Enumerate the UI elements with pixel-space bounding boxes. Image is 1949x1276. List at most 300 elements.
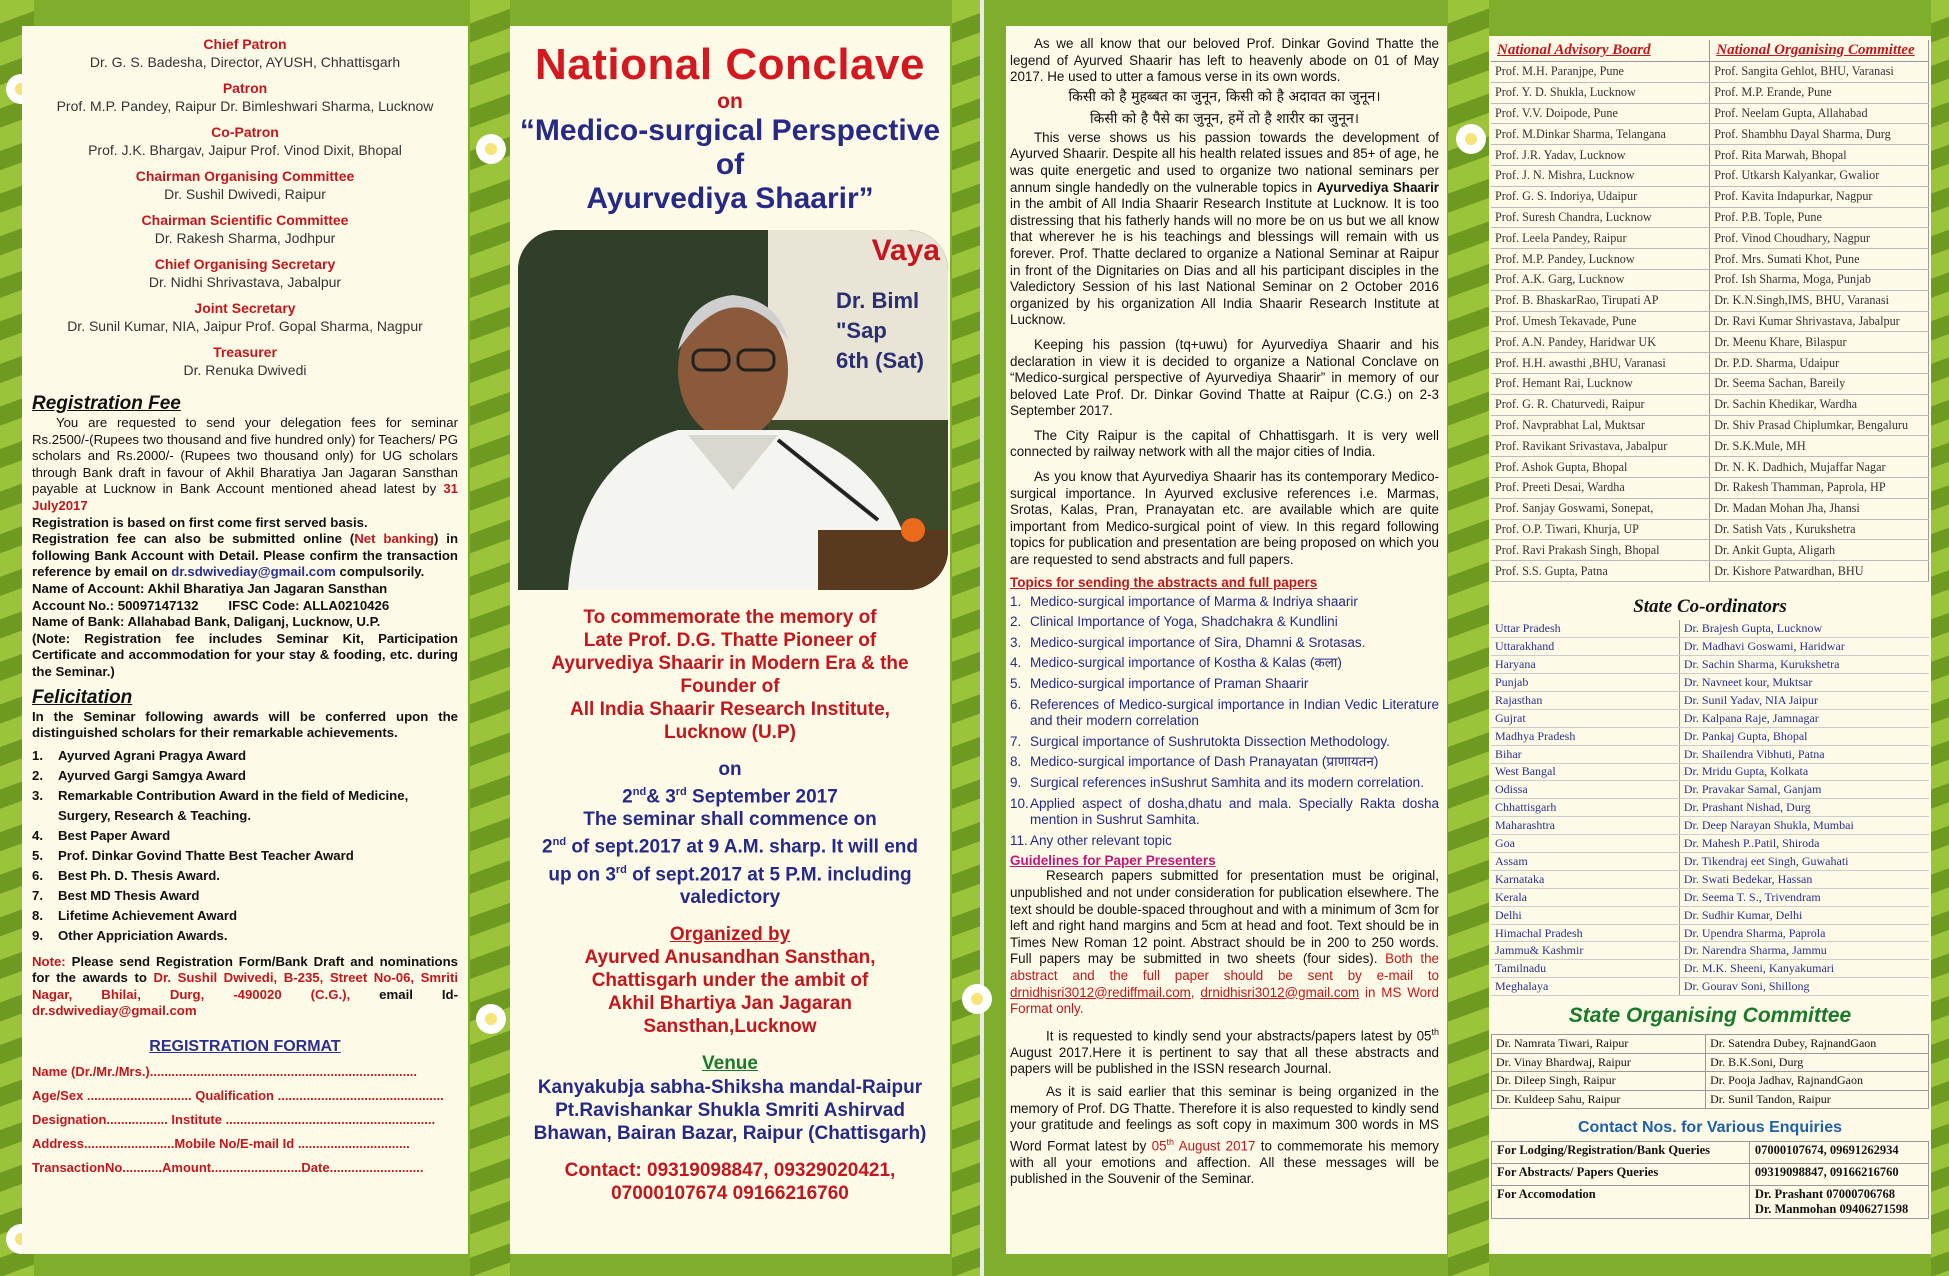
table-cell: Prof. B. BhaskarRao, Tirupati AP (1491, 290, 1710, 311)
organized-heading: Organized by (669, 923, 791, 945)
board-row (1491, 540, 1929, 561)
organizer-line: Ayurved Anusandhan Sansthan, (584, 946, 876, 968)
coordinator-row (1491, 924, 1929, 942)
table-cell: Dr. Sunil Tandon, Raipur (1706, 1090, 1929, 1109)
board-row (1491, 498, 1929, 519)
table-cell: Prof. Ravi Prakash Singh, Bhopal (1491, 540, 1710, 561)
topic-item (1010, 734, 1439, 751)
topic-number: 8. (1010, 754, 1022, 770)
topic-number: 7. (1010, 733, 1022, 749)
table-cell: Dr. Meenu Khare, Bilaspur (1710, 332, 1929, 353)
table-cell: Prof. Y. D. Shukla, Lucknow (1491, 82, 1710, 103)
state-organising-heading: State Organising Committee (1568, 1004, 1852, 1028)
board-row (1491, 436, 1929, 457)
patron-role: Chairman Scientific Committee (141, 212, 349, 228)
state-coordinators-heading: State Co-ordinators (1633, 595, 1787, 617)
award-item (32, 746, 458, 766)
banner-text: Dr. Biml "Sap 6th (Sat) (836, 288, 924, 373)
commemoration-line: All India Shaarir Research Institute, (570, 699, 890, 720)
table-cell: Dr. Navneet kour, Muktsar (1679, 674, 1929, 692)
topic-number: 10. (1010, 795, 1029, 811)
topic-item (1010, 655, 1439, 672)
coordinator-row (1491, 638, 1929, 656)
table-cell: Dr. Seema T. S., Trivendram (1679, 888, 1929, 906)
table-cell: Dr. Ankit Gupta, Aligarh (1710, 540, 1929, 561)
table-cell: Prof. J.R. Yadav, Lucknow (1491, 145, 1710, 166)
board-row (1491, 103, 1929, 124)
topic-text: Medico-surgical importance of Dash Pranayatan (प्राणायतन) (1030, 754, 1379, 770)
table-cell: 09319098847, 09166216760 (1749, 1164, 1928, 1186)
topic-number: 4. (1010, 655, 1022, 671)
table-cell: Dr. Mahesh P..Patil, Shiroda (1679, 835, 1929, 853)
table-cell: Uttarakhand (1491, 638, 1679, 656)
organizer-line: Sansthan,Lucknow (643, 1015, 817, 1037)
table-cell: Dr. Pravakar Samal, Ganjam (1679, 781, 1929, 799)
venue-line: Kanyakubja sabha-Shiksha mandal-Raipur (537, 1076, 923, 1098)
table-cell: Prof. Navprabhat Lal, Muktsar (1491, 415, 1710, 436)
table-cell: Odissa (1491, 781, 1679, 799)
email-link-rediff[interactable]: drnidhisri3012@rediffmail.com, (1010, 984, 1195, 1000)
account-name: Name of Account: Akhil Bharatiya Jan Jagaran Sansthan (32, 580, 388, 596)
topic-text: References of Medico-surgical importance in Indian Vedic Literature and their modern correlation (1030, 696, 1439, 729)
contact-line-2: 07000107674 09166216760 (611, 1182, 849, 1204)
coordinator-row (1491, 853, 1929, 871)
organising-row (1492, 1035, 1929, 1054)
coordinator-row (1491, 745, 1929, 763)
topic-text: Any other relevant topic (1030, 832, 1172, 848)
table-cell: Prof. G. R. Chaturvedi, Raipur (1491, 394, 1710, 415)
table-cell: Kerala (1491, 888, 1679, 906)
article-paragraph-3: Keeping his passion (tq+uwu) for Ayurvediya Shaarir and his declaration in view it is decided to organize a National Conclave on “Medico-surgical perspective of Ayurvediya Shaarir” in memory of our beloved Late Prof. Dr. Dinkar Govind Thatte at Raipur (C.G.) on 2-3 September 2017. (1010, 336, 1439, 419)
table-cell: Punjab (1491, 674, 1679, 692)
table-cell: Dr. Dileep Singh, Raipur (1492, 1072, 1706, 1091)
contact-row (1492, 1186, 1929, 1219)
table-cell: Meghalaya (1491, 978, 1679, 996)
article-paragraph-1: As we all know that our beloved Prof. Dinkar Govind Thatte the legend of Ayurved Shaarir has left to heavenly abode on 01 of May 2017. He used to utter a famous verse in its own words. (1010, 36, 1439, 85)
table-cell: Prof. Ish Sharma, Moga, Punjab (1710, 269, 1929, 290)
topic-text: Medico-surgical importance of Praman Shaarir (1030, 676, 1309, 691)
award-item (32, 846, 458, 866)
awards-list (32, 746, 458, 946)
article-paragraph-2: This verse shows us his passion towards the development of Ayurved Shaarir. Despite all his health related issues and 85+ of age, he was quite energetic and used to organize two national seminars per annum single handedly on the vulnerable topics in Ayurvediya Shaarir in the ambit of All India Shaarir Research Institute at Lucknow. It is too distressing that his fatherly hands will no more be on us but we all know that wherever he is his teachings and blessings will remain with us forever. Prof. Thatte declared to organize a National Seminar at Raipur in front of the Dignitaries on Dias and all his participant disciples in the Valedictory Session of his last National Seminar on 2 October 2016 organized by his organization All India Shaarir Research Institute at Lucknow. (1010, 129, 1439, 328)
patron-names: Dr. G. S. Badesha, Director, AYUSH, Chhattisgarh (89, 54, 401, 70)
registration-text: You are requested to send your delegation fees for seminar Rs.2500/-(Rupees two thousand and five hundred only) for Teachers/ PG scholars and Rs.2000/- (Rupees two thousand only) for UG scholars through Bank draft in favour of Akhil Bharatiya Jan Jagaran Sansthan payable at Lucknow in Bank Account mentioned ahead latest by 31 July2017 (32, 415, 458, 513)
table-cell: Dr. P.D. Sharma, Udaipur (1710, 353, 1929, 374)
flower-decoration (1452, 120, 1490, 158)
commemoration-line: To commemorate the memory of (583, 607, 877, 628)
commemoration-line: Lucknow (U.P) (664, 722, 796, 743)
topic-text: Medico-surgical importance of Marma & Indriya shaarir (1030, 593, 1358, 609)
table-cell: Dr. Pankaj Gupta, Bhopal (1679, 727, 1929, 745)
topic-item (1010, 796, 1439, 829)
table-cell: Prof. Rita Marwah, Bhopal (1710, 145, 1929, 166)
event-dates: 2nd& 3rd September 2017 (622, 786, 838, 808)
background-pattern (1448, 0, 1489, 1276)
award-title: Best MD Thesis Award (58, 887, 200, 903)
award-title: Other Appriciation Awards. (58, 927, 228, 943)
table-cell: 07000107674, 09691262934 (1749, 1142, 1928, 1164)
award-item (32, 906, 458, 926)
table-cell: Dr. Shiv Prasad Chiplumkar, Bengaluru (1710, 415, 1929, 436)
patron-role: Chairman Organising Committee (135, 168, 355, 184)
table-cell: Prof. A.N. Pandey, Haridwar UK (1491, 332, 1710, 353)
table-cell: Assam (1491, 853, 1679, 871)
banner-text-title: Vaya (871, 234, 940, 267)
award-item (32, 826, 458, 846)
table-cell: Dr. Narendra Sharma, Jammu (1679, 942, 1929, 960)
table-cell: Dr. Sunil Yadav, NIA Jaipur (1679, 691, 1929, 709)
table-cell: Dr. Kishore Patwardhan, BHU (1710, 561, 1929, 582)
contact-row (1492, 1142, 1929, 1164)
table-cell: Delhi (1491, 906, 1679, 924)
state-organising-table (1491, 1034, 1929, 1109)
table-cell: Dr. Sudhir Kumar, Delhi (1679, 906, 1929, 924)
table-cell: Dr. Namrata Tiwari, Raipur (1492, 1035, 1706, 1054)
table-cell: Dr. Madhavi Goswami, Haridwar (1679, 638, 1929, 656)
table-cell: Dr. S.K.Mule, MH (1710, 436, 1929, 457)
board-row (1491, 82, 1929, 103)
venue-line: Pt.Ravishankar Shukla Smriti Ashirvad (555, 1099, 905, 1121)
board-row (1491, 207, 1929, 228)
table-cell: Dr. Mridu Gupta, Kolkata (1679, 763, 1929, 781)
table-cell: Maharashtra (1491, 817, 1679, 835)
table-cell: Rajasthan (1491, 691, 1679, 709)
bank-name: Name of Bank: Allahabad Bank, Daliganj, Lucknow, U.P. (32, 614, 381, 630)
event-subtitle-line1: “Medico-surgical Perspective (519, 114, 941, 147)
coordinator-row (1491, 799, 1929, 817)
background-pattern (1931, 0, 1949, 1276)
table-cell: Prof. M.H. Paranjpe, Pune (1491, 62, 1710, 83)
board-row (1491, 332, 1929, 353)
patron-role: Patron (222, 80, 268, 96)
registration-format-heading: REGISTRATION FORMAT (149, 1038, 341, 1056)
commemoration-text (518, 606, 942, 744)
coordinator-row (1491, 727, 1929, 745)
contact-value: Dr. Prashant 07000706768 Dr. Manmohan 09406271598 (1749, 1186, 1928, 1219)
background-pattern (952, 0, 982, 1276)
table-cell: Dr. Pooja Jadhav, RajnandGaon (1706, 1072, 1929, 1091)
board-row (1491, 269, 1929, 290)
topic-number: 9. (1010, 774, 1022, 790)
guidelines-paragraph-3: As it is said earlier that this seminar is being organized in the memory of Prof. DG Thatte. Therefore it is also requested to kindly send your gratitude and feelings as soft copy in maximum 300 words in MS Word Format latest by 05th August 2017 to commemorate his memory with all your emotions and affection. All these messages will be published in the Souvenir of the Seminar. (1010, 1083, 1439, 1187)
table-cell: Dr. Rakesh Thamman, Paprola, HP (1710, 477, 1929, 498)
form-line[interactable]: TransactionNo...........Amount.........................Date.......................... (32, 1160, 424, 1176)
table-cell: Prof. O.P. Tiwari, Khurja, UP (1491, 519, 1710, 540)
award-item (32, 766, 458, 786)
board-row (1491, 165, 1929, 186)
board-row (1491, 186, 1929, 207)
award-number: 6. (32, 867, 43, 883)
patron-names: Dr. Nidhi Shrivastava, Jabalpur (148, 274, 342, 290)
email-link-gmail[interactable]: drnidhisri3012@gmail.com (1200, 984, 1360, 1000)
topics-heading: Topics for sending the abstracts and full papers (1010, 574, 1318, 590)
table-cell: Dr. Brajesh Gupta, Lucknow (1679, 620, 1929, 638)
memorial-photo (518, 230, 948, 590)
award-title: Best Paper Award (58, 827, 171, 843)
board-row (1491, 249, 1929, 270)
award-number: 3. (32, 787, 43, 803)
form-line[interactable]: Name (Dr./Mr./Mrs.).......................................................................... (32, 1064, 418, 1080)
background-pattern (470, 0, 510, 1276)
flower-decoration (472, 1000, 510, 1038)
table-cell: Haryana (1491, 656, 1679, 674)
hindi-verse-2: किसी को है पैसे का जुनून, हमें तो है शारीर का जुनून। (1089, 110, 1360, 127)
table-cell: Prof. Leela Pandey, Raipur (1491, 228, 1710, 249)
organizer-line: Akhil Bhartiya Jan Jagaran (608, 992, 852, 1014)
photo-illustration (518, 230, 948, 590)
commence-text-4: valedictory (679, 886, 781, 908)
registration-email-link[interactable]: dr.sdwivediay@gmail.com (171, 564, 336, 580)
venue-text (518, 1076, 942, 1145)
table-cell: Prof. G. S. Indoriya, Udaipur (1491, 186, 1710, 207)
topic-item (1010, 635, 1439, 652)
coordinator-row (1491, 656, 1929, 674)
coordinator-row (1491, 835, 1929, 853)
table-cell: Himachal Pradesh (1491, 924, 1679, 942)
guidelines-paragraph-1: Research papers submitted for presentation must be original, unpublished and not under consideration for publication elsewhere. The text should be double-spaced throughout and with a minimum of 3cm for left and right hand margins and 5cm at head and foot. Text should be in Times New Roman 12 point. Abstract should be in 200 to 250 words. Full papers may be submitted in two sheets (four sides). Both the abstract and the full paper should be sent by e-mail to drnidhisri3012@rediffmail.com, drnidhisri3012@gmail.com in MS Word Format only. (1010, 868, 1439, 1017)
award-title: Ayurved Gargi Samgya Award (58, 767, 246, 783)
table-cell: Prof. Suresh Chandra, Lucknow (1491, 207, 1710, 228)
patron-names: Dr. Renuka Dwivedi (183, 362, 307, 378)
commemoration-line: Ayurvediya Shaarir in Modern Era & the (551, 653, 909, 674)
hindi-verse-1: किसी को है मुहब्बत का जुनून, किसी को है अदावत का जुनून। (1068, 88, 1381, 105)
topic-item (1010, 775, 1439, 792)
topic-item (1010, 697, 1439, 730)
organizer-line: Chattisgarh under the ambit of (591, 969, 869, 991)
award-number: 1. (32, 747, 43, 763)
patron-names: Dr. Sushil Dwivedi, Raipur (164, 186, 326, 202)
advisory-board-heading: National Advisory Board (1491, 40, 1710, 62)
table-cell: Prof. Hemant Rai, Lucknow (1491, 373, 1710, 394)
board-row (1491, 519, 1929, 540)
table-cell: Prof. H.H. awasthi ,BHU, Varanasi (1491, 353, 1710, 374)
award-item (32, 886, 458, 906)
award-number: 2. (32, 767, 43, 783)
table-cell: Dr. K.N.Singh,IMS, BHU, Varanasi (1710, 290, 1929, 311)
table-cell: Dr. Ravi Kumar Shrivastava, Jabalpur (1710, 311, 1929, 332)
topic-text: Applied aspect of dosha,dhatu and mala. Specially Rakta dosha mention in Sushrut Samhita. (1030, 795, 1439, 828)
topics-list (1010, 594, 1439, 850)
board-row (1491, 477, 1929, 498)
commence-text-3: up on 3rd of sept.2017 at 5 P.M. including (548, 863, 912, 885)
coordinator-row (1491, 674, 1929, 692)
table-cell: Dr. B.K.Soni, Durg (1706, 1053, 1929, 1072)
table-cell: Uttar Pradesh (1491, 620, 1679, 638)
coordinator-row (1491, 781, 1929, 799)
board-row (1491, 353, 1929, 374)
table-cell: Dr. Upendra Sharma, Paprola (1679, 924, 1929, 942)
venue-heading: Venue (702, 1052, 758, 1074)
table-cell: Dr. Satendra Dubey, RajnandGaon (1706, 1035, 1929, 1054)
online-payment-text: Registration fee can also be submitted online (Net banking) in following Bank Account with Detail. Please confirm the transaction reference by email on dr.sdwivediay@gmail.com compulsorily. (32, 531, 459, 580)
awards-email-link[interactable]: dr.sdwivediay@gmail.com (32, 1003, 197, 1019)
topic-number: 5. (1010, 676, 1022, 691)
topic-item (1010, 676, 1439, 693)
topic-number: 6. (1010, 696, 1022, 712)
table-cell: Prof. Utkarsh Kalyankar, Gwalior (1710, 165, 1929, 186)
table-cell: Dr. Gourav Soni, Shillong (1679, 978, 1929, 996)
table-cell: Dr. Swati Bedekar, Hassan (1679, 870, 1929, 888)
table-cell: Gujrat (1491, 709, 1679, 727)
table-cell: Prof. Preeti Desai, Wardha (1491, 477, 1710, 498)
organizer-text (518, 946, 942, 1038)
venue-line: Bhawan, Bairan Bazar, Raipur (Chattisgarh) (533, 1122, 927, 1144)
table-cell: Prof. S.S. Gupta, Patna (1491, 561, 1710, 582)
table-cell: Dr. Sachin Sharma, Kurukshetra (1679, 656, 1929, 674)
patron-role: Co-Patron (211, 124, 279, 140)
topic-number: 1. (1010, 593, 1022, 609)
award-title: Prof. Dinkar Govind Thatte Best Teacher Award (58, 847, 354, 863)
table-cell: West Bangal (1491, 763, 1679, 781)
table-cell: For Abstracts/ Papers Queries (1492, 1164, 1750, 1186)
registration-basis: Registration is based on first come first served basis. (32, 514, 368, 530)
board-row (1491, 415, 1929, 436)
table-cell: Prof. M.P. Pandey, Lucknow (1491, 249, 1710, 270)
center-panel (510, 26, 950, 1254)
coordinator-row (1491, 817, 1929, 835)
table-cell: For Lodging/Registration/Bank Queries (1492, 1142, 1750, 1164)
felicitation-heading: Felicitation (32, 686, 133, 708)
coordinator-row (1491, 906, 1929, 924)
table-cell: Tamilnadu (1491, 960, 1679, 978)
table-cell: Dr. Satish Vats , Kurukshetra (1710, 519, 1929, 540)
board-row (1491, 457, 1929, 478)
topic-item (1010, 833, 1439, 850)
table-cell: Prof. V.V. Doipode, Pune (1491, 103, 1710, 124)
topic-text: Medico-surgical importance of Kostha & Kalas (कला) (1030, 655, 1342, 671)
patron-role: Chief Organising Secretary (154, 256, 336, 272)
award-number: 4. (32, 827, 43, 843)
organising-row (1492, 1090, 1929, 1109)
topic-text: Surgical references inSushrut Samhita and its modern correlation. (1030, 774, 1424, 790)
table-cell: Prof. P.B. Tople, Pune (1710, 207, 1929, 228)
table-cell: Dr. M.K. Sheeni, Kanyakumari (1679, 960, 1929, 978)
table-cell: Jammu& Kashmir (1491, 942, 1679, 960)
patron-names: Dr. Rakesh Sharma, Jodhpur (154, 230, 336, 246)
flower-decoration (472, 130, 510, 168)
contacts-heading: Contact Nos. for Various Enquiries (1577, 1119, 1843, 1137)
award-number: 5. (32, 847, 43, 863)
table-cell: Madhya Pradesh (1491, 727, 1679, 745)
coordinator-row (1491, 709, 1929, 727)
patron-role: Joint Secretary (194, 300, 296, 316)
table-cell: Dr. Shailendra Vibhuti, Patna (1679, 745, 1929, 763)
award-title: Ayurved Agrani Pragya Award (58, 747, 247, 763)
topic-text: Medico-surgical importance of Sira, Dhamni & Srotasas. (1030, 634, 1366, 650)
contact-label: For Accomodation (1492, 1186, 1750, 1219)
state-coordinators-table (1491, 620, 1929, 996)
coordinator-row (1491, 691, 1929, 709)
fold-line (980, 0, 984, 1276)
table-cell: Prof. Mrs. Sumati Khot, Pune (1710, 249, 1929, 270)
board-row (1491, 311, 1929, 332)
commence-text-1: The seminar shall commence on (583, 809, 877, 831)
committees-panel (1489, 36, 1931, 1254)
table-cell: Dr. Tikendraj eet Singh, Guwahati (1679, 853, 1929, 871)
awards-note: Note: Please send Registration Form/Bank Draft and nominations for the awards to Dr. Sushil Dwivedi, B-235, Street No-06, Smriti Nagar, Bhilai, Durg, -490020 (C.G.), email Id- dr.sdwivediay@gmail.com (32, 953, 458, 1019)
table-cell: Prof. J. N. Mishra, Lucknow (1491, 165, 1710, 186)
board-row (1491, 290, 1929, 311)
form-line[interactable]: Designation................. Institute .......................................................... (32, 1112, 436, 1128)
table-cell: Prof. Kavita Indapurkar, Nagpur (1710, 186, 1929, 207)
account-number: Account No.: 50097147132 IFSC Code: ALLA0210426 (32, 597, 390, 613)
coordinator-row (1491, 870, 1929, 888)
table-cell: Chhattisgarh (1491, 799, 1679, 817)
left-panel (22, 26, 468, 1254)
coordinator-row (1491, 978, 1929, 996)
coordinator-row (1491, 942, 1929, 960)
organising-committee-heading: National Organising Committee (1710, 40, 1929, 62)
table-cell: Prof. Sangita Gehlot, BHU, Varanasi (1710, 62, 1929, 83)
award-title: Best Ph. D. Thesis Award. (58, 867, 220, 883)
board-row (1491, 228, 1929, 249)
board-row (1491, 62, 1929, 83)
board-row (1491, 373, 1929, 394)
article-panel (1006, 26, 1447, 1254)
event-title: National Conclave (535, 40, 925, 89)
contacts-table (1491, 1141, 1929, 1219)
topic-text: Clinical Importance of Yoga, Shadchakra & Kundlini (1030, 614, 1338, 630)
table-cell: Goa (1491, 835, 1679, 853)
guidelines-heading: Guidelines for Paper Presenters (1010, 853, 1216, 869)
event-subtitle-line2: of (715, 148, 745, 181)
table-cell: Dr. Deep Narayan Shukla, Mumbai (1679, 817, 1929, 835)
flower-decoration (958, 980, 996, 1018)
table-cell: Prof. Ashok Gupta, Bhopal (1491, 457, 1710, 478)
table-cell: Dr. Seema Sachan, Bareily (1710, 373, 1929, 394)
coordinator-row (1491, 763, 1929, 781)
table-cell: Dr. Sachin Khedikar, Wardha (1710, 394, 1929, 415)
boards-table (1491, 40, 1929, 582)
award-title: Remarkable Contribution Award in the field of Medicine, Surgery, Research & Teaching. (58, 787, 409, 823)
organising-row (1492, 1053, 1929, 1072)
table-cell: Prof. Sanjay Goswami, Sonepat, (1491, 498, 1710, 519)
table-cell: Prof. Neelam Gupta, Allahabad (1710, 103, 1929, 124)
commemoration-line: Late Prof. D.G. Thatte Pioneer of (583, 630, 877, 651)
table-cell: Prof. A.K. Garg, Lucknow (1491, 269, 1710, 290)
table-cell: Prof. Vinod Choudhary, Nagpur (1710, 228, 1929, 249)
table-cell: Dr. Kalpana Raje, Jamnagar (1679, 709, 1929, 727)
patron-names: Dr. Sunil Kumar, NIA, Jaipur Prof. Gopal Sharma, Nagpur (67, 318, 423, 334)
award-item (32, 786, 458, 826)
topic-text: Surgical importance of Sushrutokta Dissection Methodology. (1030, 733, 1390, 749)
award-number: 7. (32, 887, 43, 903)
topic-number: 11. (1010, 832, 1028, 848)
table-cell: Prof. M.Dinkar Sharma, Telangana (1491, 124, 1710, 145)
coordinator-row (1491, 960, 1929, 978)
form-line[interactable]: Address.........................Mobile No/E-mail Id ............................... (32, 1136, 410, 1152)
table-cell: Dr. Kuldeep Sahu, Raipur (1492, 1090, 1706, 1109)
form-line[interactable]: Age/Sex ............................. Qualification .............................................. (32, 1088, 444, 1104)
topic-number: 2. (1010, 614, 1022, 630)
table-cell: Karnataka (1491, 870, 1679, 888)
dates-on: on (718, 759, 742, 780)
table-cell: Prof. Umesh Tekavade, Pune (1491, 311, 1710, 332)
topic-number: 3. (1010, 634, 1022, 650)
table-cell: Prof. M.P. Erande, Pune (1710, 82, 1929, 103)
patron-names: Prof. J.K. Bhargav, Jaipur Prof. Vinod Dixit, Bhopal (88, 142, 402, 158)
award-number: 8. (32, 907, 43, 923)
award-item (32, 926, 458, 946)
board-row (1491, 561, 1929, 582)
title-on: on (717, 90, 743, 113)
topic-item (1010, 754, 1439, 771)
table-cell: Dr. Vinay Bhardwaj, Raipur (1492, 1053, 1706, 1072)
commemoration-line: Founder of (680, 676, 780, 697)
organising-row (1492, 1072, 1929, 1091)
contact-line-1: Contact: 09319098847, 09329020421, (564, 1159, 896, 1181)
topic-item (1010, 614, 1439, 631)
